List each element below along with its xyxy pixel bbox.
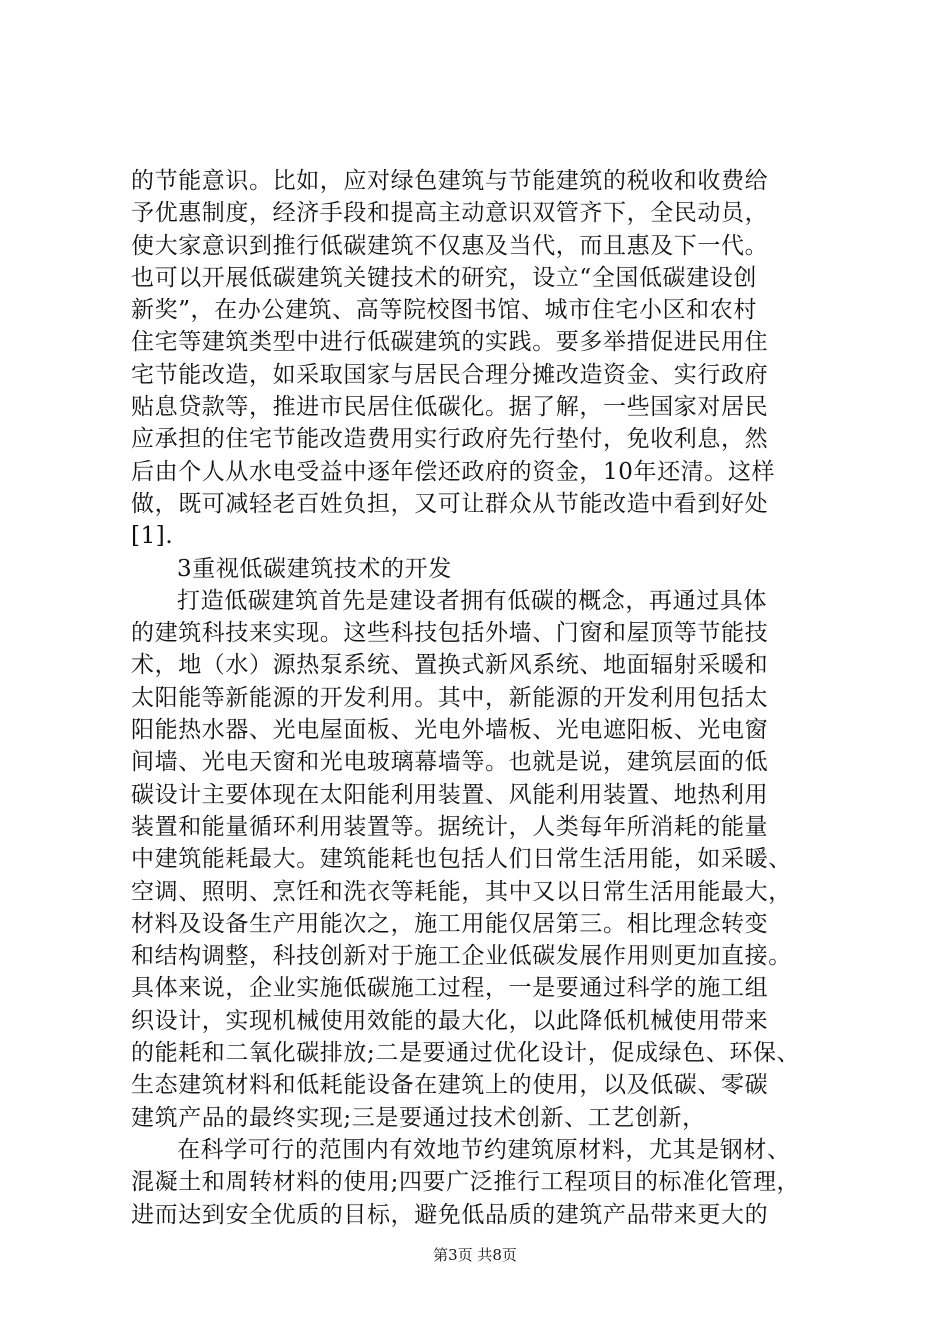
text-line: 打造低碳建筑首先是建设者拥有低碳的概念，再通过具体 bbox=[177, 587, 767, 614]
text-line: 术，地（水）源热泵系统、置换式新风系统、地面辐射采暖和 bbox=[131, 652, 769, 679]
text-line: 和结构调整，科技创新对于施工企业低碳发展作用则更加直接。 bbox=[131, 943, 792, 970]
text-line: 具体来说，企业实施低碳施工过程，一是要通过科学的施工组 bbox=[131, 975, 769, 1002]
text-line: 装置和能量循环利用装置等。据统计，人类每年所消耗的能量 bbox=[131, 813, 769, 840]
text-line: 建筑产品的最终实现;三是要通过技术创新、工艺创新， bbox=[131, 1104, 706, 1131]
text-line: 宅节能改造，如采取国家与居民合理分摊改造资金、实行政府 bbox=[131, 361, 769, 388]
text-line: 在科学可行的范围内有效地节约建筑原材料，尤其是钢材、 bbox=[177, 1136, 791, 1163]
text-line: 住宅等建筑类型中进行低碳建筑的实践。要多举措促进民用住 bbox=[131, 329, 769, 356]
text-line: 使大家意识到推行低碳建筑不仅惠及当代，而且惠及下一代。 bbox=[131, 232, 769, 259]
text-line: 的建筑科技来实现。这些科技包括外墙、门窗和屋顶等节能技 bbox=[131, 620, 769, 647]
text-line: 碳设计主要体现在太阳能利用装置、风能利用装置、地热利用 bbox=[131, 781, 769, 808]
text-line: 阳能热水器、光电屋面板、光电外墙板、光电遮阳板、光电窗 bbox=[131, 717, 769, 744]
text-line: 贴息贷款等，推进市民居住低碳化。据了解，一些国家对居民 bbox=[131, 394, 769, 421]
text-line: 后由个人从水电受益中逐年偿还政府的资金，10年还清。这样 bbox=[131, 458, 776, 485]
text-line: 中建筑能耗最大。建筑能耗也包括人们日常生活用能，如采暖、 bbox=[131, 846, 792, 873]
text-line: 做，既可减轻老百姓负担，又可让群众从节能改造中看到好处 bbox=[131, 490, 769, 517]
section-heading: 3重视低碳建筑技术的开发 bbox=[177, 555, 452, 582]
text-line: 间墙、光电天窗和光电玻璃幕墙等。也就是说，建筑层面的低 bbox=[131, 749, 769, 776]
text-line: 混凝土和周转材料的使用;四要广泛推行工程项目的标准化管理， bbox=[131, 1169, 801, 1196]
page-footer: 第3页 共8页 bbox=[433, 1246, 517, 1264]
text-line: 予优惠制度，经济手段和提高主动意识双管齐下，全民动员， bbox=[131, 200, 769, 227]
text-line: 进而达到安全优质的目标，避免低品质的建筑产品带来更大的 bbox=[131, 1201, 769, 1228]
text-line: 织设计，实现机械使用效能的最大化，以此降低机械使用带来 bbox=[131, 1007, 769, 1034]
text-line: 生态建筑材料和低耗能设备在建筑上的使用，以及低碳、零碳 bbox=[131, 1072, 769, 1099]
text-line: 的节能意识。比如，应对绿色建筑与节能建筑的税收和收费给 bbox=[131, 168, 769, 194]
text-line: 的能耗和二氧化碳排放;二是要通过优化设计，促成绿色、环保、 bbox=[131, 1040, 801, 1067]
text-line: 也可以开展低碳建筑关键技术的研究，设立“全国低碳建设创 bbox=[131, 264, 757, 291]
text-line: 太阳能等新能源的开发利用。其中，新能源的开发利用包括太 bbox=[131, 684, 769, 711]
body-text bbox=[131, 165, 831, 1231]
text-line: 新奖”，在办公建筑、高等院校图书馆、城市住宅小区和农村 bbox=[131, 297, 757, 324]
text-line: 应承担的住宅节能改造费用实行政府先行垫付，免收利息，然 bbox=[131, 426, 769, 453]
text-line: [1]. bbox=[131, 523, 174, 550]
text-line: 空调、照明、烹饪和洗衣等耗能，其中又以日常生活用能最大， bbox=[131, 878, 792, 905]
text-line: 材料及设备生产用能次之，施工用能仅居第三。相比理念转变 bbox=[131, 910, 769, 937]
